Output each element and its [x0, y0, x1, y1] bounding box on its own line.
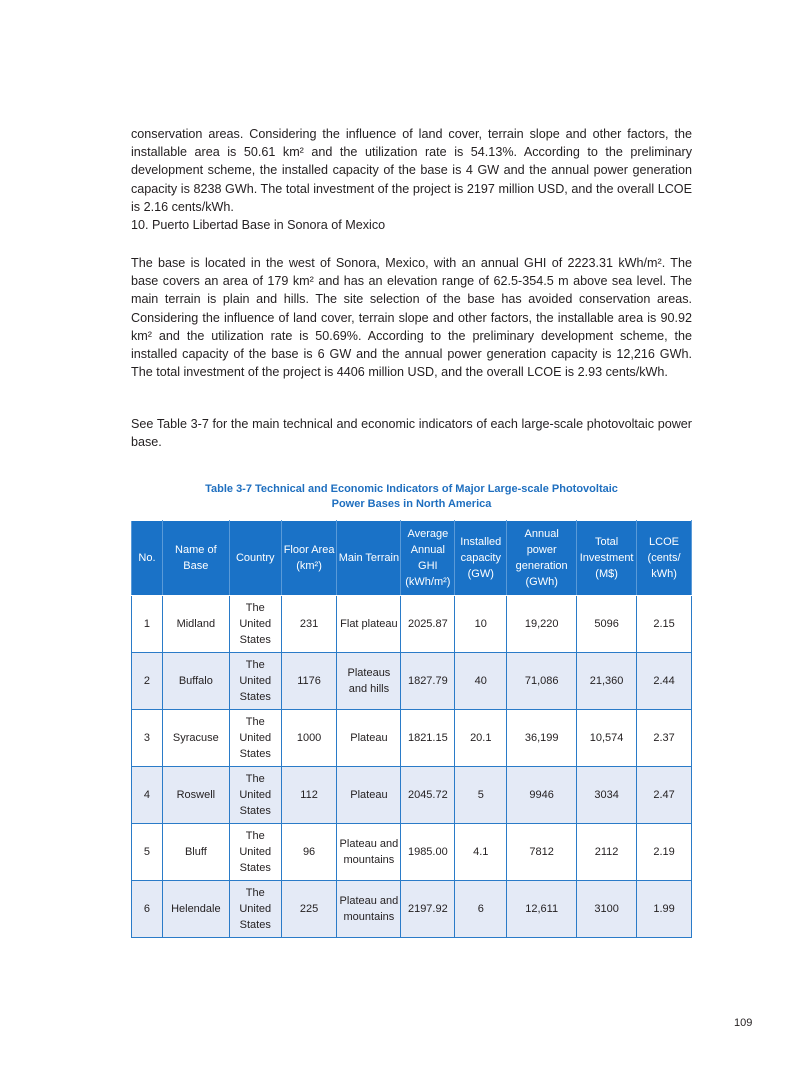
caption-line-1: Table 3-7 Technical and Economic Indicators of Major Large-scale Photovoltaic: [205, 483, 618, 495]
table-cell: Midland: [162, 596, 229, 653]
column-header: No.: [132, 521, 163, 596]
table-cell: 20.1: [455, 710, 507, 767]
table-cell: 1827.79: [401, 653, 455, 710]
indicators-table: [131, 520, 692, 938]
table-cell: 2045.72: [401, 767, 455, 824]
table-cell: 2.37: [637, 710, 692, 767]
table-cell: 5: [132, 824, 163, 881]
table-cell: 5096: [577, 596, 637, 653]
table-cell: Plateau and mountains: [337, 881, 401, 938]
table-caption: [131, 482, 692, 512]
table-cell: 2: [132, 653, 163, 710]
table-cell: Plateau: [337, 710, 401, 767]
table-cell: 231: [281, 596, 337, 653]
column-header: Annual power generation (GWh): [507, 521, 577, 596]
table-cell: 1000: [281, 710, 337, 767]
column-header: Average Annual GHI (kWh/m²): [401, 521, 455, 596]
column-header: Country: [229, 521, 281, 596]
table-cell: 2.44: [637, 653, 692, 710]
table-cell: Helendale: [162, 881, 229, 938]
table-cell: 2112: [577, 824, 637, 881]
paragraph-table-reference: See Table 3-7 for the main technical and economic indicators of each large-scale photovoltaic power base.: [131, 417, 692, 450]
table-cell: 36,199: [507, 710, 577, 767]
column-header: Total Investment (M$): [577, 521, 637, 596]
table-cell: 2025.87: [401, 596, 455, 653]
table-row: [132, 767, 692, 824]
table-cell: 19,220: [507, 596, 577, 653]
table-cell: 96: [281, 824, 337, 881]
table-cell: 2197.92: [401, 881, 455, 938]
table-cell: 1: [132, 596, 163, 653]
table-cell: 2.47: [637, 767, 692, 824]
table-cell: 4: [132, 767, 163, 824]
column-header: Main Terrain: [337, 521, 401, 596]
table-cell: 6: [132, 881, 163, 938]
section-heading: 10. Puerto Libertad Base in Sonora of Mexico: [131, 218, 386, 232]
table-header-row: [132, 521, 692, 596]
table-cell: 4.1: [455, 824, 507, 881]
table-cell: The United States: [229, 881, 281, 938]
table-cell: 1.99: [637, 881, 692, 938]
table-cell: 2.15: [637, 596, 692, 653]
caption-line-2: Power Bases in North America: [331, 498, 492, 510]
table-cell: 12,611: [507, 881, 577, 938]
table-cell: 3100: [577, 881, 637, 938]
table-cell: 71,086: [507, 653, 577, 710]
table-cell: The United States: [229, 653, 281, 710]
column-header: Installed capacity (GW): [455, 521, 507, 596]
table-cell: Flat plateau: [337, 596, 401, 653]
table-row: [132, 653, 692, 710]
table-cell: 1176: [281, 653, 337, 710]
table-row: [132, 824, 692, 881]
table-cell: The United States: [229, 710, 281, 767]
table-cell: 225: [281, 881, 337, 938]
column-header: Name of Base: [162, 521, 229, 596]
table-cell: Plateau: [337, 767, 401, 824]
table-cell: 21,360: [577, 653, 637, 710]
table-row: [132, 596, 692, 653]
table-cell: Bluff: [162, 824, 229, 881]
paragraph-puerto-libertad: The base is located in the west of Sonora, Mexico, with an annual GHI of 2223.31 kWh/m². The base covers an area of 179 km² and has an elevation range of 62.5-354.5 m above sea level. The main terrain is plain and hills. The site selection of the base has avoided conservation areas. Considering the influence of land cover, terrain slope and other factors, the installable area is 90.92 km² and the utilization rate is 50.69%. According to the preliminary development scheme, the installed capacity of the base is 6 GW and the annual power generation capacity is 12,216 GWh. The total investment of the project is 4406 million USD, and the overall LCOE is 2.93 cents/kWh.: [131, 256, 692, 380]
table-cell: 3034: [577, 767, 637, 824]
table-cell: 1821.15: [401, 710, 455, 767]
table-cell: The United States: [229, 596, 281, 653]
table-cell: The United States: [229, 824, 281, 881]
paragraph-previous-base: conservation areas. Considering the influence of land cover, terrain slope and other factors, the installable area is 50.61 km² and the utilization rate is 54.13%. According to the preliminary development scheme, the installed capacity of the base is 4 GW and the annual power generation capacity is 8238 GWh. The total investment of the project is 2197 million USD, and the overall LCOE is 2.16 cents/kWh.: [131, 127, 692, 214]
table-cell: 9946: [507, 767, 577, 824]
column-header: Floor Area (km²): [281, 521, 337, 596]
table-cell: Plateau and mountains: [337, 824, 401, 881]
table-cell: 6: [455, 881, 507, 938]
table-cell: 1985.00: [401, 824, 455, 881]
table-cell: Roswell: [162, 767, 229, 824]
table-cell: Plateaus and hills: [337, 653, 401, 710]
table-cell: 40: [455, 653, 507, 710]
table-cell: Buffalo: [162, 653, 229, 710]
table-cell: 3: [132, 710, 163, 767]
table-cell: The United States: [229, 767, 281, 824]
table-row: [132, 881, 692, 938]
column-header: LCOE (cents/ kWh): [637, 521, 692, 596]
table-cell: 7812: [507, 824, 577, 881]
table-cell: 10: [455, 596, 507, 653]
table-cell: 10,574: [577, 710, 637, 767]
table-cell: 2.19: [637, 824, 692, 881]
page-number: 109: [734, 1017, 753, 1029]
table-cell: 5: [455, 767, 507, 824]
table-row: [132, 710, 692, 767]
table-cell: 112: [281, 767, 337, 824]
table-cell: Syracuse: [162, 710, 229, 767]
